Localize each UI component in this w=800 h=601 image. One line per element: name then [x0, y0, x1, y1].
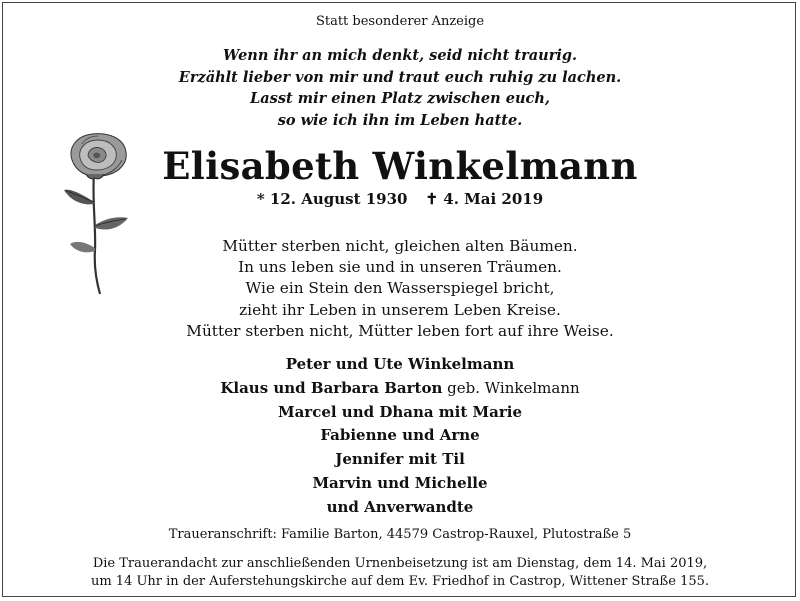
- mourner-name: Klaus und Barbara Barton: [220, 378, 443, 397]
- opening-poem-line: Erzählt lieber von mir und traut euch ruhig zu lachen.: [178, 68, 622, 86]
- deceased-name: Elisabeth Winkelmann: [162, 144, 638, 188]
- opening-poem-line: Lasst mir einen Platz zwischen euch,: [250, 90, 550, 107]
- opening-poem-line: so wie ich ihn im Leben hatte.: [277, 111, 523, 129]
- mourner-line: und Anverwandte: [326, 497, 474, 516]
- mourners-list: [0, 353, 800, 520]
- main-poem: [0, 236, 800, 342]
- mourner-line: Fabienne und Arne: [320, 426, 480, 445]
- life-dates: [0, 190, 800, 208]
- birth-date: * 12. August 1930: [256, 190, 408, 208]
- main-poem-line: Mütter sterben nicht, Mütter leben fort auf ihre Weise.: [186, 321, 614, 340]
- service-info: [0, 555, 800, 591]
- opening-poem: [0, 45, 800, 131]
- service-line: um 14 Uhr in der Auferstehungskirche auf dem Ev. Friedhof in Castrop, Wittener Straße 155.: [90, 574, 710, 589]
- mourner-line: Jennifer mit Til: [335, 450, 465, 469]
- mourner-line: [0, 377, 800, 401]
- notice-header: Statt besonderer Anzeige: [315, 14, 485, 29]
- service-line: Die Trauerandacht zur anschließenden Urnenbeisetzung ist am Dienstag, dem 14. Mai 2019,: [92, 556, 708, 571]
- mourner-line: Marcel und Dhana mit Marie: [277, 402, 522, 421]
- main-poem-line: zieht ihr Leben in unserem Leben Kreise.: [239, 300, 561, 319]
- main-poem-line: Mütter sterben nicht, gleichen alten Bäumen.: [222, 237, 578, 255]
- death-date: ✝ 4. Mai 2019: [425, 190, 544, 208]
- opening-poem-line: Wenn ihr an mich denkt, seid nicht traurig.: [222, 47, 578, 64]
- mourning-address: Traueranschrift: Familie Barton, 44579 Castrop-Rauxel, Plutostraße 5: [168, 527, 632, 542]
- mourner-line: Peter und Ute Winkelmann: [285, 355, 515, 373]
- main-poem-line: Wie ein Stein den Wasserspiegel bricht,: [245, 279, 555, 298]
- main-poem-line: In uns leben sie und in unseren Träumen.: [238, 258, 562, 277]
- mourner-suffix: geb. Winkelmann: [442, 378, 580, 397]
- mourner-line: Marvin und Michelle: [312, 473, 488, 492]
